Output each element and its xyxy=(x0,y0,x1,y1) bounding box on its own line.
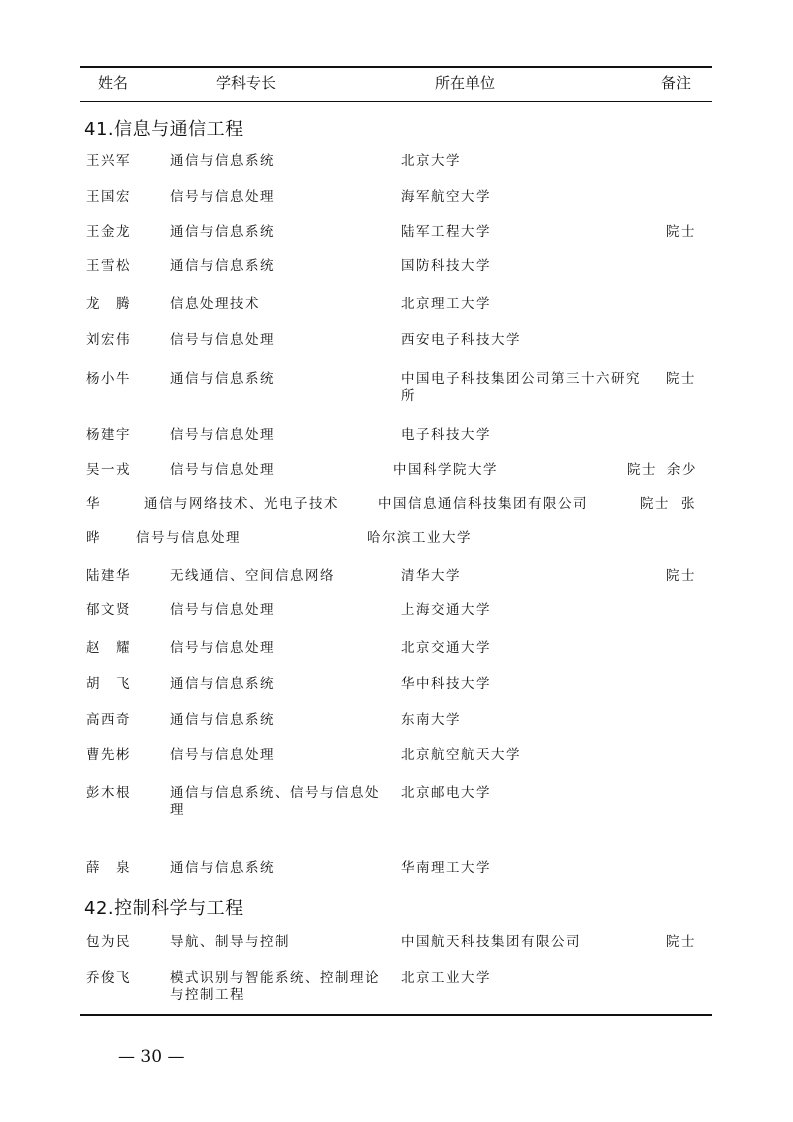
row-name: 薛 泉 xyxy=(86,860,131,876)
row-org: 东南大学 xyxy=(401,712,461,728)
table-header-rule xyxy=(80,101,712,102)
row-note: 院士 xyxy=(666,224,696,240)
row-name: 杨小牛 xyxy=(86,371,131,387)
row-org: 中国科学院大学 xyxy=(393,462,498,478)
row-org: 清华大学 xyxy=(401,568,461,584)
row-note: 院士 xyxy=(666,568,696,584)
section-title-42: 42.控制科学与工程 xyxy=(84,898,244,919)
row-name: 王兴军 xyxy=(86,153,131,169)
row-org: 西安电子科技大学 xyxy=(401,332,521,348)
row-name: 包为民 xyxy=(86,934,131,950)
row-name: 彭木根 xyxy=(86,785,131,801)
row-name: 吴一戎 xyxy=(86,462,131,478)
row-org: 北京交通大学 xyxy=(401,640,491,656)
header-note: 备注 xyxy=(661,74,692,92)
row-org: 华中科技大学 xyxy=(401,676,491,692)
row-specialty: 通信与信息系统 xyxy=(170,258,275,274)
row-name: 赵 耀 xyxy=(86,640,131,656)
row-name: 晔 xyxy=(86,530,101,546)
row-specialty: 信号与信息处理 xyxy=(170,640,275,656)
row-name-carry: 余少 xyxy=(667,462,697,478)
row-specialty: 通信与信息系统 xyxy=(170,676,275,692)
row-name: 杨建宇 xyxy=(86,427,131,443)
row-note: 院士 xyxy=(640,496,670,512)
row-specialty: 通信与信息系统 xyxy=(170,153,275,169)
row-name: 陆建华 xyxy=(86,568,131,584)
row-specialty: 导航、制导与控制 xyxy=(170,934,290,950)
header-org: 所在单位 xyxy=(435,74,496,92)
row-name: 刘宏伟 xyxy=(86,332,131,348)
header-name: 姓名 xyxy=(98,74,129,92)
row-org: 电子科技大学 xyxy=(401,427,491,443)
row-specialty: 信号与信息处理 xyxy=(170,747,275,763)
section-title-41: 41.信息与通信工程 xyxy=(84,119,244,140)
row-note: 院士 xyxy=(666,371,696,387)
row-specialty: 信号与信息处理 xyxy=(170,462,275,478)
row-org: 中国电子科技集团公司第三十六研究所 xyxy=(401,371,641,404)
row-specialty: 信息处理技术 xyxy=(170,296,260,312)
row-name: 曹先彬 xyxy=(86,747,131,763)
row-org: 国防科技大学 xyxy=(401,258,491,274)
row-specialty: 信号与信息处理 xyxy=(170,427,275,443)
row-org: 北京邮电大学 xyxy=(401,785,491,801)
row-specialty: 通信与信息系统、信号与信息处理 xyxy=(170,785,380,818)
row-org: 北京航空航天大学 xyxy=(401,747,521,763)
row-org: 中国航天科技集团有限公司 xyxy=(401,934,581,950)
row-note: 院士 xyxy=(627,462,657,478)
header-specialty: 学科专长 xyxy=(216,74,277,92)
row-org: 北京大学 xyxy=(401,153,461,169)
row-specialty: 信号与信息处理 xyxy=(136,530,241,546)
row-org: 陆军工程大学 xyxy=(401,224,491,240)
row-org: 中国信息通信科技集团有限公司 xyxy=(378,496,588,512)
row-note: 院士 xyxy=(666,934,696,950)
row-specialty: 无线通信、空间信息网络 xyxy=(170,568,335,584)
row-specialty: 通信与信息系统 xyxy=(170,860,275,876)
page-number: — 30 — xyxy=(118,1047,185,1067)
row-specialty: 通信与信息系统 xyxy=(170,371,275,387)
row-org: 哈尔滨工业大学 xyxy=(367,530,472,546)
row-name: 胡 飞 xyxy=(86,676,131,692)
row-name: 王金龙 xyxy=(86,224,131,240)
row-name-carry: 张 xyxy=(681,496,696,512)
row-org: 华南理工大学 xyxy=(401,860,491,876)
row-name: 郁文贤 xyxy=(86,602,131,618)
row-specialty: 通信与网络技术、光电子技术 xyxy=(144,496,339,512)
row-name: 王雪松 xyxy=(86,258,131,274)
row-specialty: 模式识别与智能系统、控制理论与控制工程 xyxy=(170,970,380,1003)
row-specialty: 信号与信息处理 xyxy=(170,332,275,348)
row-name: 龙 腾 xyxy=(86,296,131,312)
row-name: 高西奇 xyxy=(86,712,131,728)
row-specialty: 信号与信息处理 xyxy=(170,602,275,618)
row-name: 华 xyxy=(86,496,101,512)
row-org: 海军航空大学 xyxy=(401,189,491,205)
row-specialty: 通信与信息系统 xyxy=(170,712,275,728)
table-top-rule xyxy=(80,66,712,68)
row-name: 王国宏 xyxy=(86,189,131,205)
row-name: 乔俊飞 xyxy=(86,970,131,986)
row-org: 北京理工大学 xyxy=(401,296,491,312)
row-specialty: 信号与信息处理 xyxy=(170,189,275,205)
row-org: 北京工业大学 xyxy=(401,970,491,986)
row-org: 上海交通大学 xyxy=(401,602,491,618)
row-specialty: 通信与信息系统 xyxy=(170,224,275,240)
table-bottom-rule xyxy=(80,1014,712,1016)
